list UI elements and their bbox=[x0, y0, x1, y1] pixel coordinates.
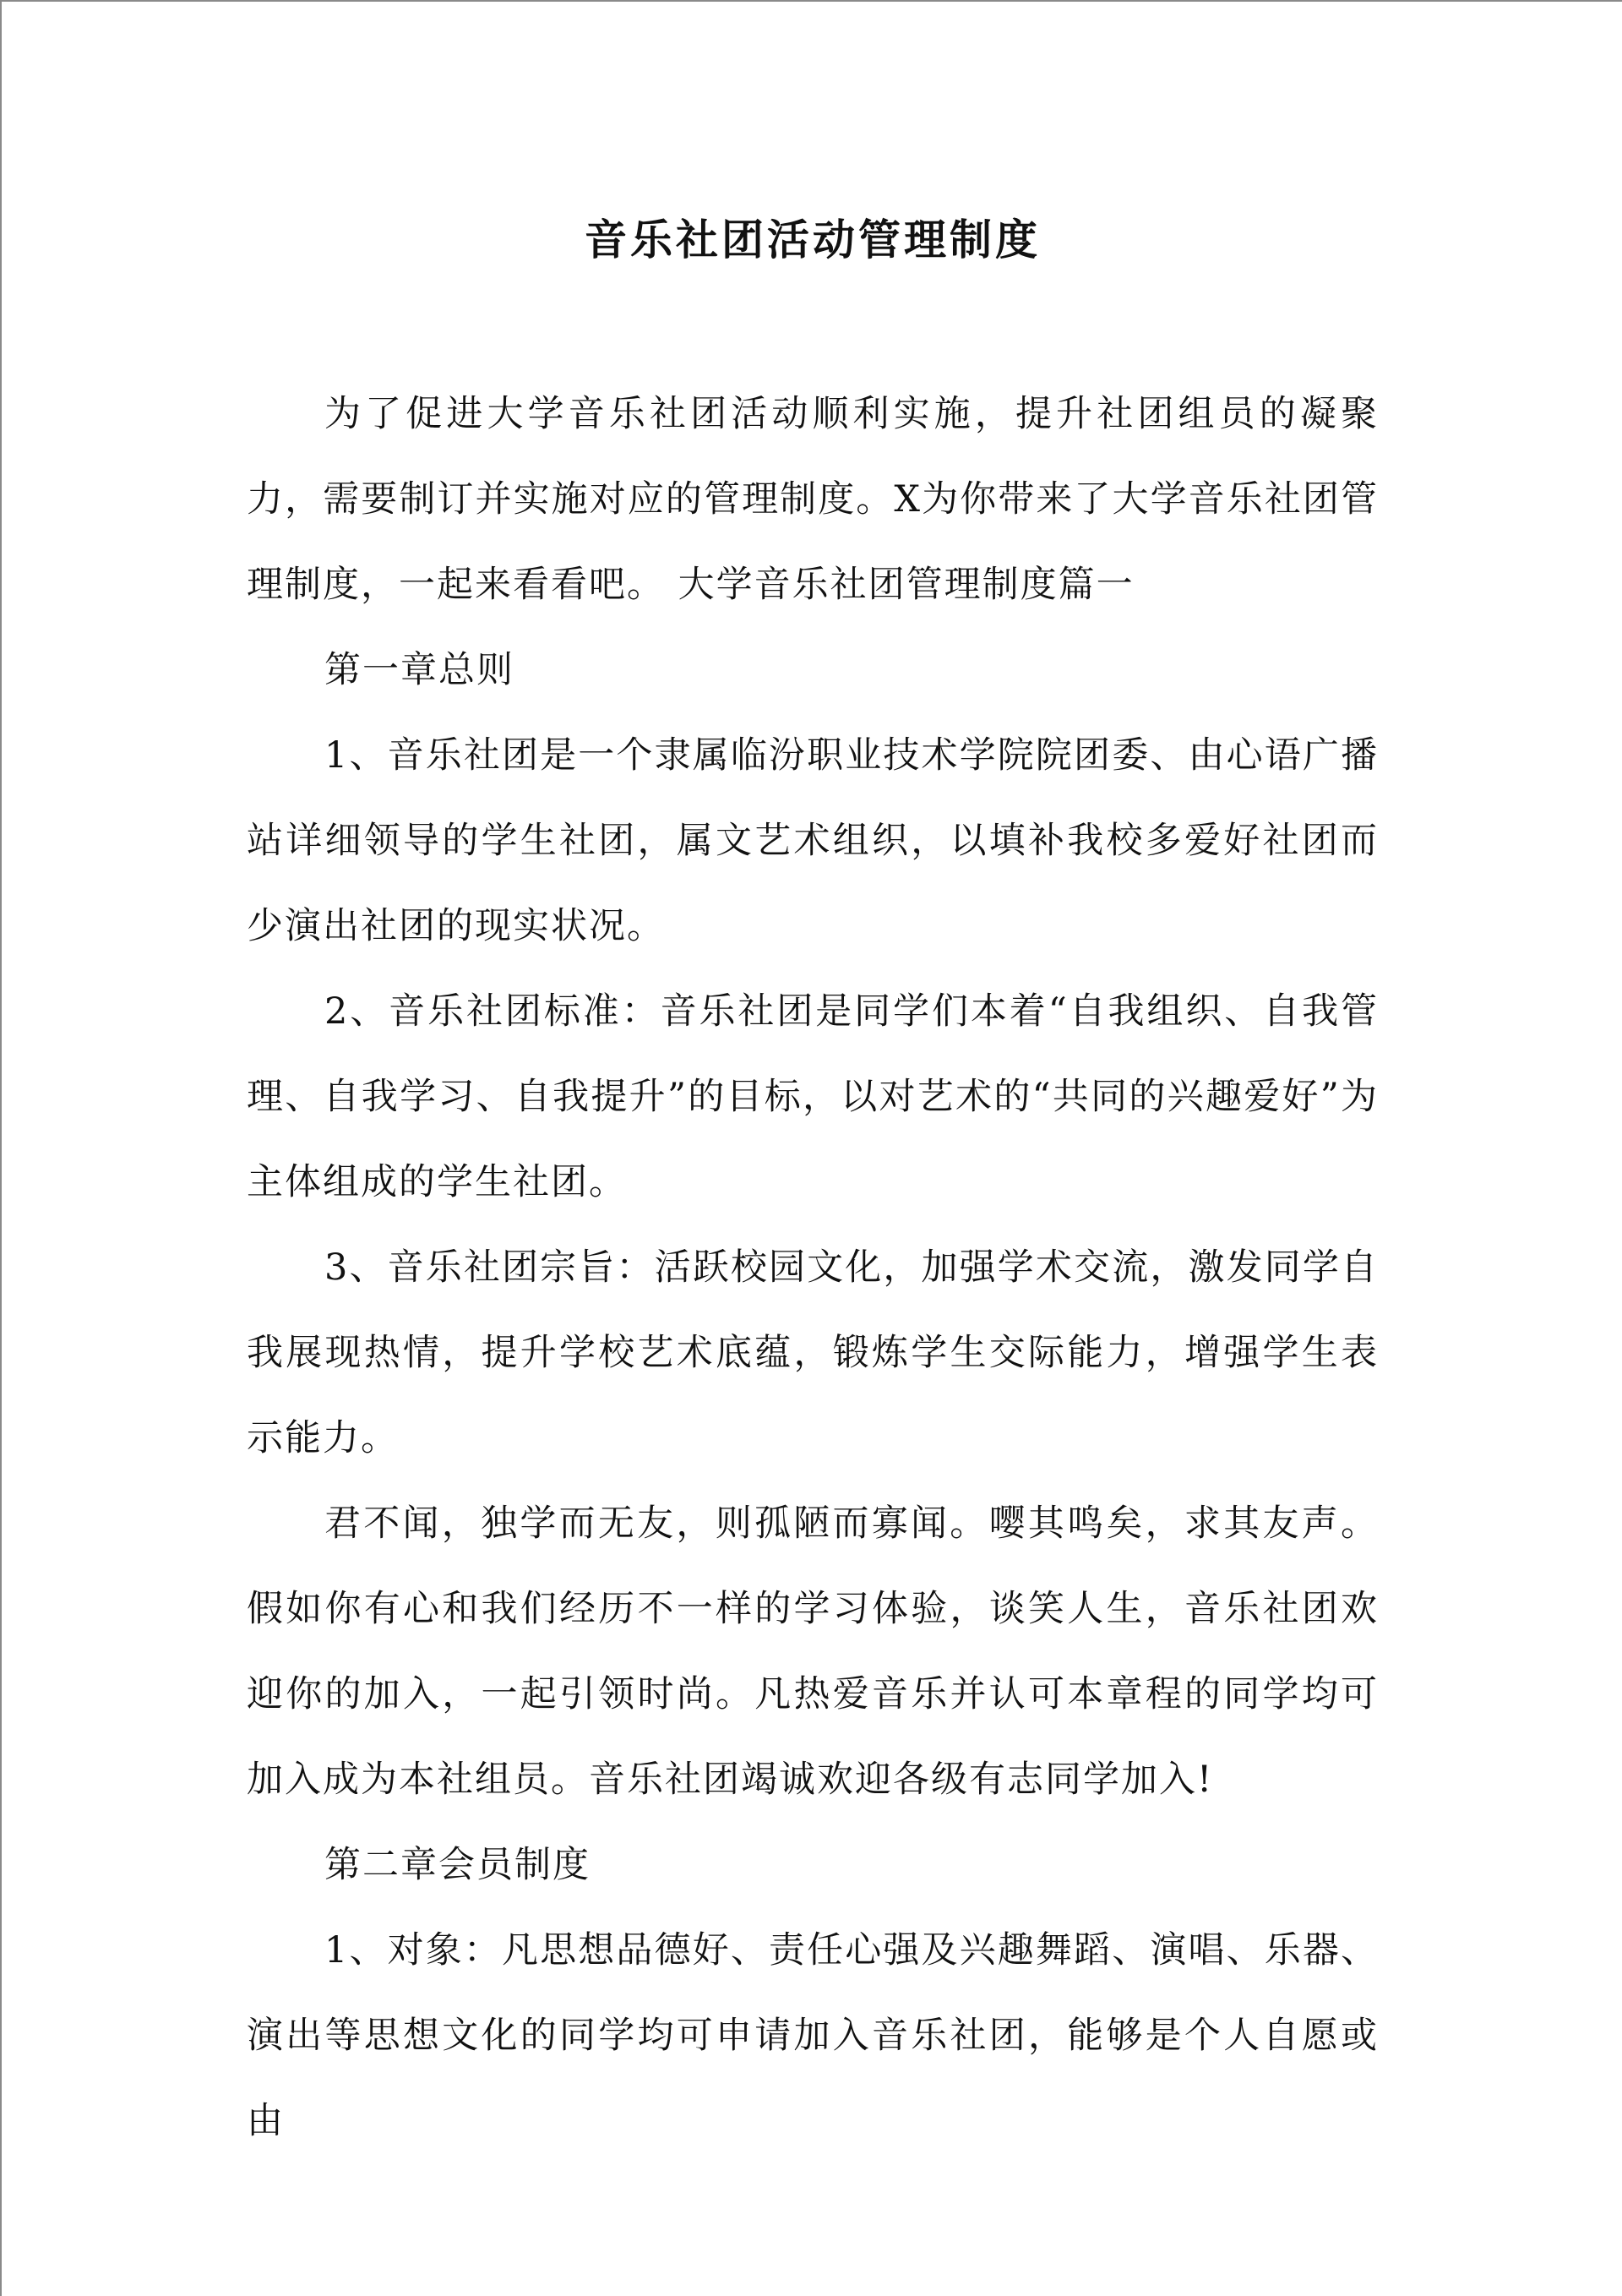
article-paragraph: 3、音乐社团宗旨：活跃校园文化，加强学术交流，激发同学自我展现热情，提升学校艺术底蕴，锻炼学生交际能力，增强学生表示能力。 bbox=[247, 1246, 1379, 1459]
document-title: 音乐社团活动管理制度 bbox=[585, 215, 1041, 265]
article-paragraph: 2、音乐社团标准：音乐社团是同学们本着“自我组织、自我管理、自我学习、自我提升”的目标，以对艺术的“共同的兴趣爱好”为主体组成的学生社团。 bbox=[247, 990, 1379, 1203]
document-body bbox=[247, 372, 1379, 2164]
chapter-heading: 第一章总则 bbox=[324, 649, 514, 691]
intro-paragraph: 为了促进大学音乐社团活动顺利实施，提升社团组员的凝聚力，需要制订并实施对应的管理制度。X为你带来了大学音乐社团管理制度，一起来看看吧。 大学音乐社团管理制度篇一 bbox=[247, 393, 1379, 606]
body-paragraph: 君不闻，独学而无友，则孤陋而寡闻。嘤其鸣矣，求其友声。假如你有心和我们经历不一样的学习体验，谈笑人生，音乐社团欢迎你的加入，一起引领时尚。凡热爱音乐并认可本章程的同学均可加入成为本社组员。音乐社团竭诚欢迎各级有志同学加入! bbox=[247, 1502, 1379, 1801]
article-paragraph: 1、音乐社团是一个隶属临汾职业技术学院院团委、由心语广播站详细领导的学生社团，属文艺术组织，以填补我校多爱好社团而少演出社团的现实状况。 bbox=[247, 734, 1379, 947]
article-paragraph: 1、对象：凡思想品德好、责任心强及兴趣舞蹈、演唱、乐器、演出等思想文化的同学均可申请加入音乐社团，能够是个人自愿或由 bbox=[247, 1929, 1379, 2142]
chapter-heading: 第二章会员制度 bbox=[324, 1844, 591, 1886]
